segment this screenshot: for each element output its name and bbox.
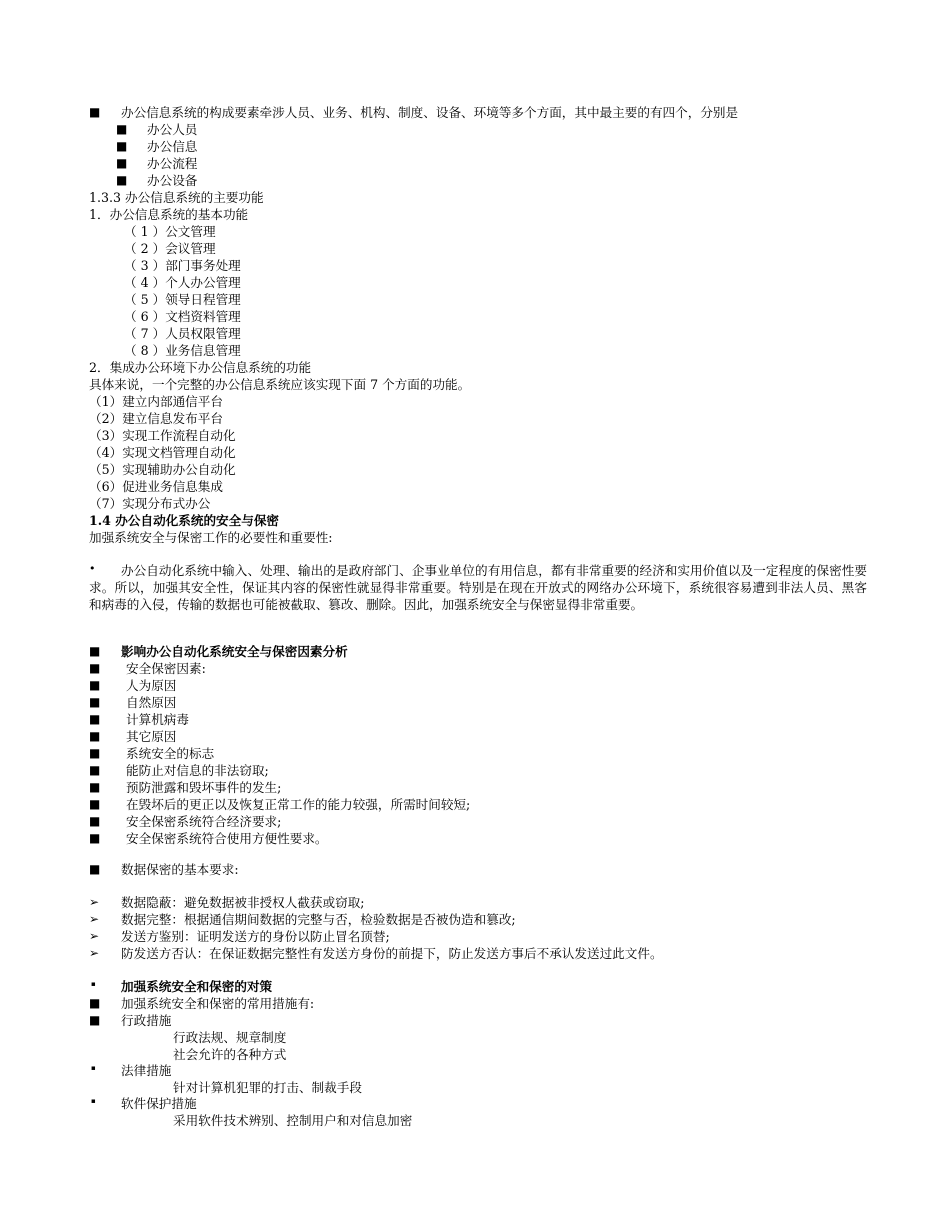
function-item: （ 5 ）领导日程管理 — [124, 292, 241, 307]
square-bullet-icon: ■ — [89, 695, 101, 709]
square-bullet-icon: ■ — [89, 797, 101, 811]
function-item: （ 4 ）个人办公管理 — [124, 275, 241, 290]
function-item: （7）实现分布式办公 — [89, 496, 211, 511]
security-paragraph: 办公自动化系统中输入、处理、输出的是政府部门、企事业单位的有用信息，都有非常重要的经济和实用价值以及一定程度的保密性要求。所以，加强其安全性，保证其内容的保密性就显得非常重要。特别是在现在开放式的网络办公环境下，系统很容易遭到非法人员、黑客和病毒的入侵，传输的数据也可能被截取、篡改、删除。因此，加强系统安全与保密显得非常重要。 — [89, 563, 867, 612]
requirement-item: 数据隐蔽：避免数据被非授权人截获或窃取; — [121, 895, 365, 910]
square-bullet-icon: ■ — [89, 1013, 101, 1027]
factor-item: 其它原因 — [126, 729, 177, 744]
section-heading: 加强系统安全和保密的对策 — [121, 979, 273, 994]
function-item: （ 1 ）公文管理 — [124, 224, 216, 239]
countermeasure-category: 软件保护措施 — [121, 1096, 197, 1111]
subsection-intro: 具体来说，一个完整的办公信息系统应该实现下面 7 个方面的功能。 — [89, 377, 471, 392]
small-square-bullet-icon: ▪ — [91, 980, 96, 988]
subsection-heading: 2．集成办公环境下办公信息系统的功能 — [89, 360, 312, 375]
countermeasure-category: 法律措施 — [121, 1063, 172, 1078]
countermeasure-item: 社会允许的各种方式 — [173, 1047, 287, 1062]
section-heading: 1.3.3 办公信息系统的主要功能 — [89, 190, 264, 205]
function-item: （ 2 ）会议管理 — [124, 241, 216, 256]
square-bullet-icon: ■ — [89, 729, 101, 743]
small-square-bullet-icon: ▪ — [91, 1064, 96, 1072]
function-item: （2）建立信息发布平台 — [89, 411, 223, 426]
square-bullet-icon: ■ — [89, 780, 101, 794]
countermeasure-item: 行政法规、规章制度 — [173, 1030, 287, 1045]
countermeasure-category: 行政措施 — [121, 1013, 172, 1028]
square-bullet-icon: ■ — [89, 746, 101, 760]
section-heading: 1.4 办公自动化系统的安全与保密 — [89, 513, 280, 528]
factor-item: 安全保密系统符合使用方便性要求。 — [126, 831, 328, 846]
square-bullet-icon: ■ — [89, 644, 101, 658]
function-item: （ 6 ）文档资料管理 — [124, 309, 241, 324]
square-bullet-icon: ■ — [89, 763, 101, 777]
square-bullet-icon: ■ — [89, 814, 101, 828]
function-item: （5）实现辅助办公自动化 — [89, 462, 236, 477]
arrow-bullet-icon: ➢ — [89, 912, 100, 926]
square-bullet-icon: ■ — [116, 139, 128, 153]
component-item: 办公人员 — [147, 122, 198, 137]
factor-item: 预防泄露和毁坏事件的发生; — [126, 780, 282, 795]
factor-item: 人为原因 — [126, 678, 177, 693]
section-heading: 数据保密的基本要求: — [121, 862, 239, 877]
requirement-item: 防发送方否认：在保证数据完整性有发送方身份的前提下，防止发送方事后不承认发送过此文件。 — [121, 946, 663, 961]
section-heading: 影响办公自动化系统安全与保密因素分析 — [121, 644, 348, 659]
square-bullet-icon: ■ — [89, 862, 101, 876]
arrow-bullet-icon: ➢ — [89, 895, 100, 909]
function-item: （ 3 ）部门事务处理 — [124, 258, 241, 273]
factor-item: 系统安全的标志 — [126, 746, 215, 761]
arrow-bullet-icon: ➢ — [89, 929, 100, 943]
square-bullet-icon: ■ — [89, 831, 101, 845]
function-item: （6）促进业务信息集成 — [89, 479, 223, 494]
function-item: （4）实现文档管理自动化 — [89, 445, 236, 460]
function-item: （3）实现工作流程自动化 — [89, 428, 236, 443]
arrow-bullet-icon: ➢ — [89, 946, 100, 960]
requirement-item: 发送方鉴别：证明发送方的身份以防止冒名顶替; — [121, 929, 390, 944]
factor-item: 安全保密系统符合经济要求; — [126, 814, 282, 829]
function-item: （ 8 ）业务信息管理 — [124, 343, 241, 358]
component-item: 办公流程 — [147, 156, 198, 171]
factor-item: 安全保密因素: — [126, 661, 206, 676]
factor-item: 自然原因 — [126, 695, 177, 710]
requirement-item: 数据完整：根据通信期间数据的完整与否，检验数据是否被伪造和篡改; — [121, 912, 516, 927]
square-bullet-icon: ■ — [116, 122, 128, 136]
square-bullet-icon: ■ — [89, 996, 101, 1010]
countermeasure-common: 加强系统安全和保密的常用措施有: — [121, 996, 315, 1011]
square-bullet-icon: ■ — [89, 105, 101, 119]
factor-item: 能防止对信息的非法窃取; — [126, 763, 269, 778]
components-intro: 办公信息系统的构成要素牵涉人员、业务、机构、制度、设备、环境等多个方面，其中最主要的有四个，分别是 — [121, 105, 739, 120]
square-bullet-icon: ■ — [89, 678, 101, 692]
component-item: 办公信息 — [147, 139, 198, 154]
square-bullet-icon: ■ — [89, 661, 101, 675]
factor-item: 计算机病毒 — [126, 712, 189, 727]
dot-bullet-icon: • — [89, 562, 96, 575]
square-bullet-icon: ■ — [116, 156, 128, 170]
factor-item: 在毁坏后的更正以及恢复正常工作的能力较强，所需时间较短; — [126, 797, 471, 812]
square-bullet-icon: ■ — [89, 712, 101, 726]
subsection-heading: 加强系统安全与保密工作的必要性和重要性: — [89, 530, 333, 545]
function-item: （1）建立内部通信平台 — [89, 394, 223, 409]
countermeasure-item: 采用软件技术辨别、控制用户和对信息加密 — [173, 1113, 413, 1128]
small-square-bullet-icon: ▪ — [91, 1097, 96, 1105]
square-bullet-icon: ■ — [116, 173, 128, 187]
countermeasure-item: 针对计算机犯罪的打击、制裁手段 — [173, 1080, 362, 1095]
subsection-heading: 1．办公信息系统的基本功能 — [89, 207, 249, 222]
function-item: （ 7 ）人员权限管理 — [124, 326, 241, 341]
component-item: 办公设备 — [147, 173, 198, 188]
